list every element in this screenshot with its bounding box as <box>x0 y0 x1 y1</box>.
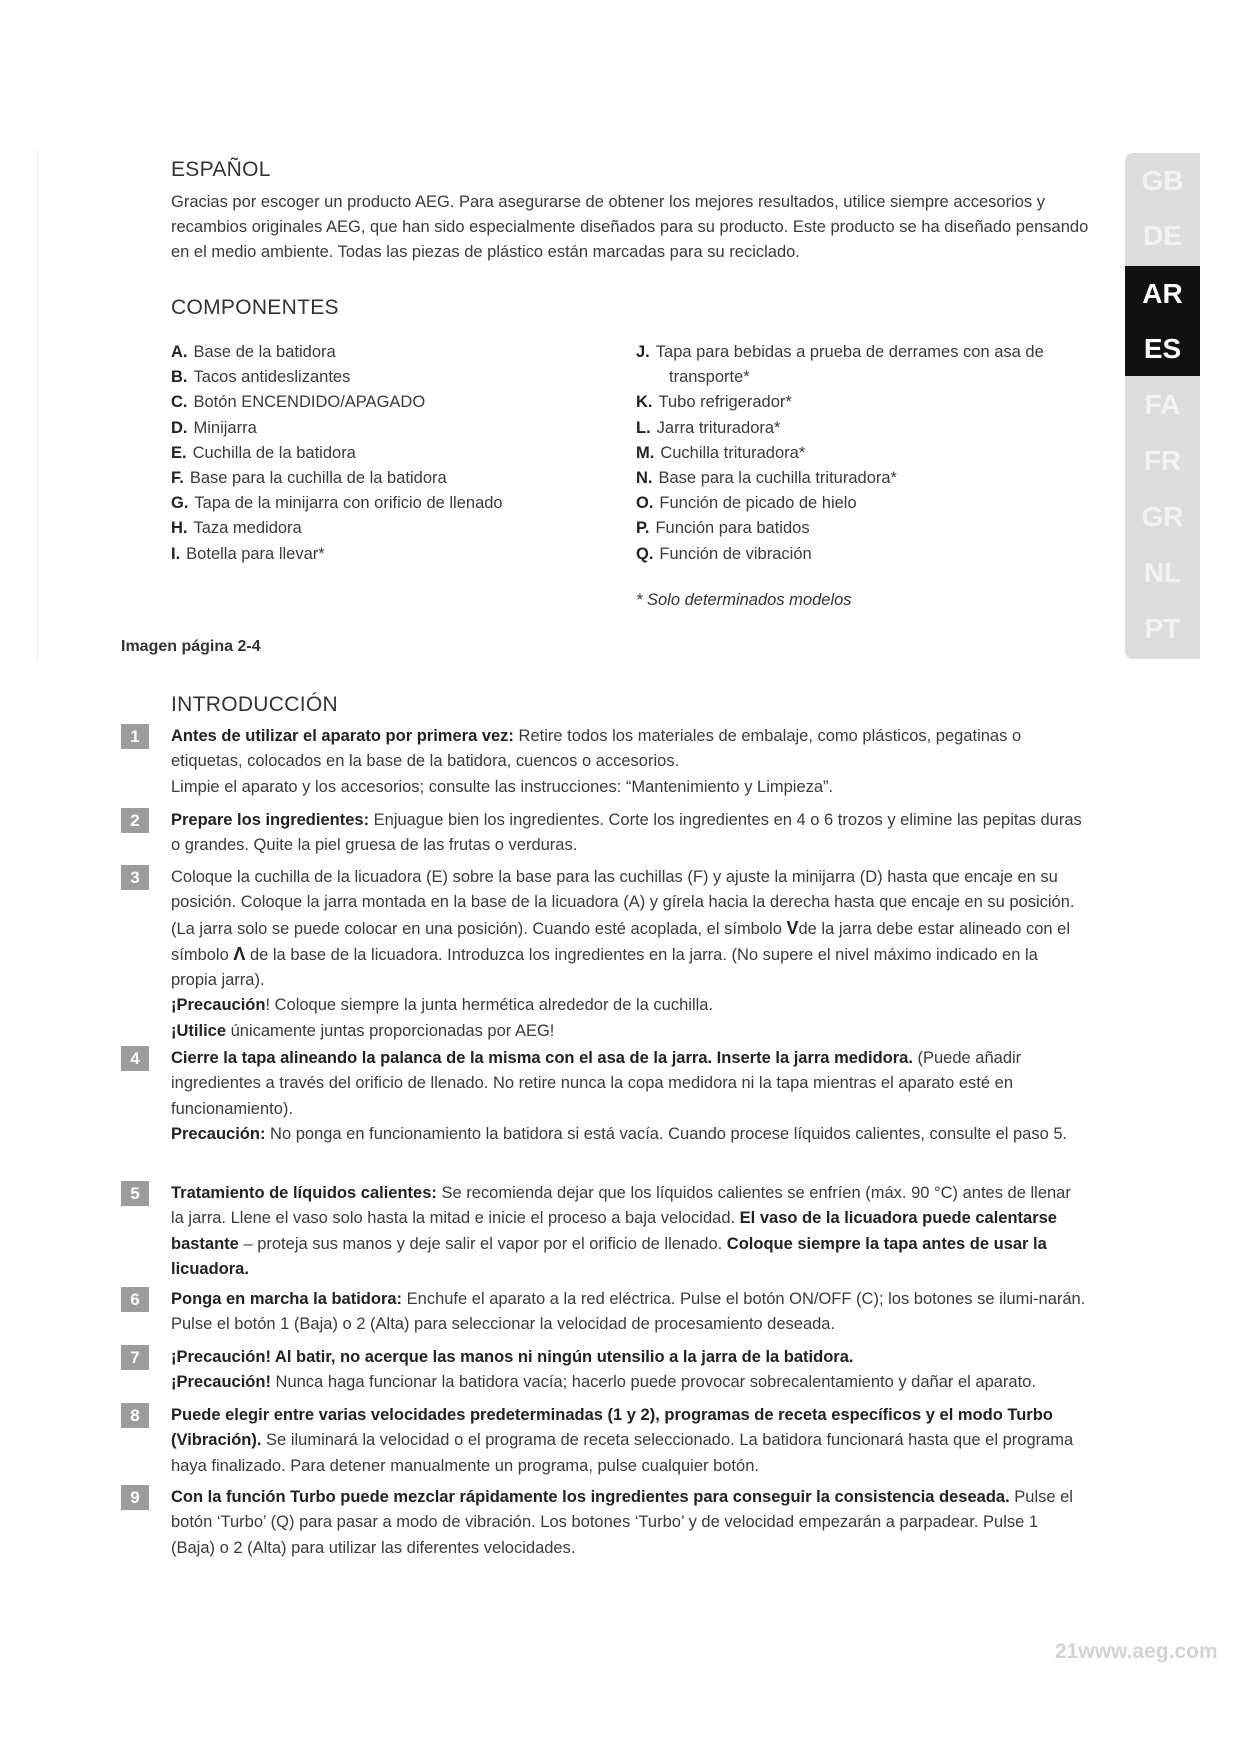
component-letter: J. <box>636 343 650 361</box>
step-7-bold: ¡Precaución! Al batir, no acerque las manos ni ningún utensilio a la jarra de la batidora. <box>171 1348 854 1366</box>
component-letter: H. <box>171 519 188 538</box>
component-letter: P. <box>636 519 650 538</box>
step-3-use-text: únicamente juntas proporcionadas por AEG! <box>226 1021 555 1040</box>
step-5-body: Se recomienda dejar que los líquidos calientes se enfríen (máx. 90 °C) antes de llenar la jarra. Llene el vaso solo hasta la mitad e inicie el proceso a baja velocidad. <box>171 1184 1071 1228</box>
step-number-8: 8 <box>121 1403 149 1428</box>
step-number-1: 1 <box>121 724 149 749</box>
component-text: Tapa para bebidas a prueba de derrames con asa de <box>655 343 1044 361</box>
component-item <box>636 340 1076 390</box>
step-6-bold: Ponga en marcha la batidora: <box>171 1290 403 1308</box>
language-tabs <box>1125 153 1200 659</box>
component-letter: Q. <box>636 544 654 563</box>
step-3-caution-text: ! Coloque siempre la junta hermética alrededor de la cuchilla. <box>265 996 714 1015</box>
component-letter: F. <box>171 469 184 488</box>
introduction-heading: INTRODUCCIÓN <box>171 693 338 716</box>
step-3-body-b: de la jarra debe estar alineado con el símbolo <box>171 919 1071 964</box>
step-number-6: 6 <box>121 1287 149 1312</box>
component-text: Base para la cuchilla trituradora* <box>658 469 897 488</box>
component-letter: A. <box>171 343 188 361</box>
component-item <box>636 390 1076 415</box>
step-7-caution <box>171 1370 1086 1395</box>
step-8-body: Se iluminará la velocidad o el programa de receta seleccionado. La batidora funcionará hasta que el programa haya finalizado. Para detener manualmente un programa, pulse cualquier botón. <box>171 1431 1074 1475</box>
models-note: * Solo determinados modelos <box>636 591 852 609</box>
components-heading: COMPONENTES <box>171 296 339 319</box>
step-3-body-c: de la base de la licuadora. Introduzca los ingredientes en la jarra. (No supere el nivel máximo indicado en la propia jarra). <box>171 945 1038 990</box>
margin-line <box>37 150 38 660</box>
step-9-bold: Con la función Turbo puede mezclar rápidamente los ingredientes para conseguir la consistencia deseada. <box>171 1488 1010 1506</box>
component-item <box>171 516 601 541</box>
component-text: Jarra trituradora* <box>656 418 781 437</box>
step-8-bold: Puede elegir entre varias velocidades predeterminadas (1 y 2), programas de receta específicos y el modo Turbo (Vibración). <box>171 1406 1053 1450</box>
component-text: Función de picado de hielo <box>659 494 857 513</box>
step-5-bold: Tratamiento de líquidos calientes: <box>171 1184 437 1202</box>
component-letter: L. <box>636 418 651 437</box>
intro-paragraph: Gracias por escoger un producto AEG. Para asegurarse de obtener los mejores resultados, utilice siempre accesorios y recambios originales AEG, que han sido especialmente diseñados para su producto. Este producto se ha diseñado pensando en el medio ambiente. Todas las piezas de plástico están marcadas para su reciclado. <box>171 193 1089 261</box>
component-item <box>171 340 601 365</box>
step-2-bold: Prepare los ingredientes: <box>171 811 370 829</box>
step-4-caution-bold: Precaución: <box>171 1124 266 1143</box>
component-text: Base para la cuchilla de la batidora <box>189 469 447 488</box>
step-2-body: Enjuague bien los ingredientes. Corte los ingredientes en 4 o 6 trozos y elimine las pepitas duras o grandes. Quite la piel gruesa de las frutas o verduras. <box>171 811 1082 855</box>
step-number-9: 9 <box>121 1485 149 1510</box>
language-tab-es[interactable]: ES <box>1125 321 1200 376</box>
step-1-text <box>171 724 1086 800</box>
component-letter: G. <box>171 494 189 513</box>
language-tab-gb[interactable]: GB <box>1141 165 1184 196</box>
component-text: Tacos antideslizantes <box>193 368 351 387</box>
step-1-body-2: Limpie el aparato y los accesorios; consulte las instrucciones: “Mantenimiento y Limpieza”. <box>171 777 834 796</box>
step-5-text <box>171 1181 1086 1282</box>
component-text: Cuchilla de la batidora <box>192 443 356 462</box>
language-tab-pt[interactable]: PT <box>1144 613 1181 644</box>
step-7-caution-text: Nunca haga funcionar la batidora vacía; hacerlo puede provocar sobrecalentamiento y dañar el aparato. <box>270 1373 1036 1392</box>
step-6-body: Enchufe el aparato a la red eléctrica. Pulse el botón ON/OFF (C); los botones se ilumi-narán. Pulse el botón 1 (Baja) o 2 (Alta) para seleccionar la velocidad de procesamiento deseada. <box>171 1290 1086 1334</box>
step-2-text <box>171 808 1086 859</box>
step-3-caution <box>171 993 1086 1018</box>
component-letter: I. <box>171 544 181 563</box>
language-tab-de[interactable]: DE <box>1143 220 1182 251</box>
step-number-7: 7 <box>121 1345 149 1370</box>
component-letter: M. <box>636 443 655 462</box>
component-item <box>171 365 601 390</box>
step-number-5: 5 <box>121 1181 149 1206</box>
component-item <box>636 516 1076 541</box>
step-4-body: (Puede añadir ingredientes a través del orificio de llenado. No retire nunca la copa medidora ni la tapa mientras el aparato esté en funcionamiento). <box>171 1049 1022 1118</box>
component-text: Tapa de la minijarra con orificio de llenado <box>194 494 503 513</box>
step-9-text <box>171 1485 1086 1561</box>
component-text-continued: transporte* <box>669 368 750 387</box>
components-list-right <box>636 340 1076 567</box>
component-item <box>636 491 1076 516</box>
component-item <box>171 466 601 491</box>
language-tab-fa[interactable]: FA <box>1144 389 1181 420</box>
step-4-bold: Cierre la tapa alineando la palanca de la misma con el asa de la jarra. Inserte la jarra medidora. <box>171 1049 913 1067</box>
component-item <box>171 416 601 441</box>
step-3-caution-bold: ¡Precaución <box>171 996 266 1015</box>
component-letter: C. <box>171 393 188 412</box>
component-item <box>636 416 1076 441</box>
component-letter: N. <box>636 469 653 488</box>
component-text: Tubo refrigerador* <box>658 393 792 412</box>
component-item <box>171 441 601 466</box>
step-8-text <box>171 1403 1086 1479</box>
components-list-left <box>171 340 601 567</box>
component-letter: E. <box>171 443 187 462</box>
page-title: ESPAÑOL <box>171 158 271 181</box>
component-text: Cuchilla trituradora* <box>660 443 806 462</box>
component-text: Botón ENCENDIDO/APAGADO <box>193 393 426 412</box>
step-1-bold: Antes de utilizar el aparato por primera vez: <box>171 727 514 745</box>
step-3-body-a: Coloque la cuchilla de la licuadora (E) sobre la base para las cuchillas (F) y ajuste la minijarra (D) hasta que encaje en su posición. Coloque la jarra montada en la base de la licuadora (A) y gírela hacia la derecha hasta que encaje en su posición. (La jarra solo se puede colocar en una posición). Cuando esté acoplada, el símbolo <box>171 868 1075 938</box>
image-page-reference: Imagen página 2-4 <box>121 638 261 655</box>
component-text: Base de la batidora <box>193 343 336 361</box>
component-letter: O. <box>636 494 654 513</box>
step-9-body: Pulse el botón ‘Turbo’ (Q) para pasar a modo de vibración. Los botones ‘Turbo’ y de velocidad empezarán a parpadear. Pulse 1 (Baja) o 2 (Alta) para utilizar las diferentes velocidades. <box>171 1488 1073 1557</box>
step-number-2: 2 <box>121 808 149 833</box>
component-text: Taza medidora <box>193 519 302 538</box>
step-7-caution-bold: ¡Precaución! <box>171 1373 271 1392</box>
component-text: Función para batidos <box>655 519 810 538</box>
language-tab-nl[interactable]: NL <box>1143 557 1182 588</box>
step-1-body: Retire todos los materiales de embalaje, como plásticos, pegatinas o etiquetas, colocados en la base de la batidora, cuencos o accesorios. <box>171 727 1022 771</box>
language-tab-ar[interactable]: AR <box>1125 266 1200 321</box>
component-item <box>171 491 601 516</box>
language-tab-fr[interactable]: FR <box>1143 445 1182 476</box>
component-item <box>636 441 1076 466</box>
step-number-3: 3 <box>121 865 149 890</box>
component-text: Minijarra <box>193 418 257 437</box>
step-4-text <box>171 1046 1086 1147</box>
component-text: Botella para llevar* <box>186 544 325 563</box>
step-5-bold-3: Coloque siempre la tapa antes de usar la licuadora. <box>171 1234 1047 1278</box>
component-item <box>636 542 1076 567</box>
language-tab-gr[interactable]: GR <box>1141 501 1184 532</box>
jar-symbol-down-icon: V <box>786 917 799 938</box>
step-number-4: 4 <box>121 1046 149 1071</box>
step-3-use <box>171 1019 1086 1044</box>
component-item <box>636 466 1076 491</box>
step-4-caution-text: No ponga en funcionamiento la batidora si está vacía. Cuando procese líquidos calientes, consulte el paso 5. <box>265 1124 1068 1143</box>
step-5-bold-2: El vaso de la licuadora puede calentarse bastante <box>171 1209 1057 1253</box>
component-letter: D. <box>171 418 188 437</box>
component-letter: K. <box>636 393 653 412</box>
component-item <box>171 542 601 567</box>
component-letter: B. <box>171 368 188 387</box>
component-text: Función de vibración <box>659 544 812 563</box>
page-footer: 21www.aeg.com <box>1055 1640 1218 1663</box>
step-7-text <box>171 1345 1086 1396</box>
step-5-body-2: – proteja sus manos y deje salir el vapor por el orificio de llenado. <box>238 1234 727 1253</box>
base-symbol-up-icon: Λ <box>233 943 246 964</box>
component-item <box>171 390 601 415</box>
step-3-text <box>171 865 1086 1044</box>
step-6-text <box>171 1287 1086 1338</box>
step-4-caution <box>171 1122 1086 1147</box>
step-3-use-bold: ¡Utilice <box>171 1021 227 1040</box>
